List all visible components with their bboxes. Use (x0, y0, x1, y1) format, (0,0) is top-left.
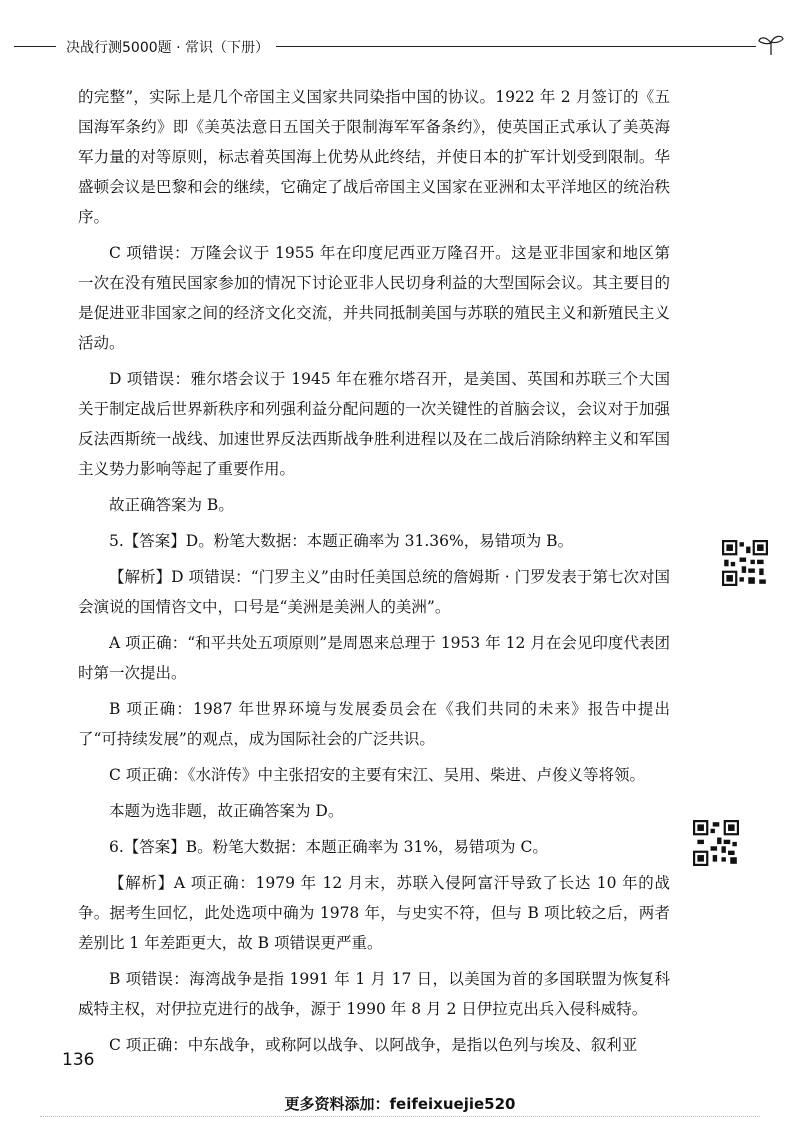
footer-divider (40, 1116, 760, 1117)
page-number: 136 (62, 1050, 95, 1070)
running-header (14, 33, 786, 59)
analysis-5: 【解析】D 项错误：“门罗主义”由时任美国总统的詹姆斯 · 门罗发表于第七次对国会演说的国情咨文中，口号是“美洲是美洲人的美洲”。 (78, 568, 670, 616)
answer-5: 5.【答案】D。粉笔大数据：本题正确率为 31.36%，易错项为 B。 (109, 532, 574, 550)
book-title: 决战行测5000题 · 常识（下册） (66, 40, 269, 56)
header-rule-right (276, 46, 756, 47)
footer-promo-text: 更多资料添加：feifeixuejie520 (284, 1095, 516, 1113)
page-body (78, 82, 670, 1066)
analysis-6-option-b: B 项错误：海湾战争是指 1991 年 1 月 17 日，以美国为首的多国联盟为恢复科威特主权，对伊拉克进行的战争，源于 1990 年 8 月 2 日伊拉克出兵入侵科威特。 (78, 970, 670, 1018)
analysis-6: 【解析】A 项正确：1979 年 12 月末，苏联入侵阿富汗导致了长达 10 年的战争。据考生回忆，此处选项中确为 1978 年，与史实不符，但与 B 项比较之后，两者差别比 1 年差距更大，故 B 项错误更严重。 (78, 874, 670, 952)
header-rule-left (14, 46, 56, 47)
analysis-5-option-c: C 项正确：《水浒传》中主张招安的主要有宋江、吴用、柴进、卢俊义等将领。 (109, 766, 646, 784)
paragraph-conclusion: 故正确答案为 B。 (109, 496, 234, 514)
qr-code-question-6[interactable] (693, 820, 739, 866)
qr-code-question-5[interactable] (722, 540, 768, 586)
paragraph-option-c: C 项错误：万隆会议于 1955 年在印度尼西亚万隆召开。这是亚非国家和地区第一次在没有殖民国家参加的情况下讨论亚非人民切身利益的大型国际会议。其主要目的是促进亚非国家之间的经济文化交流，并共同抵制美国与苏联的殖民主义和新殖民主义活动。 (78, 244, 670, 352)
analysis-5-conclusion: 本题为选非题，故正确答案为 D。 (109, 802, 344, 820)
paragraph-option-d: D 项错误：雅尔塔会议于 1945 年在雅尔塔召开，是美国、英国和苏联三个大国关于制定战后世界新秩序和列强利益分配问题的一次关键性的首脑会议，会议对于加强反法西斯统一战线、加速世界反法西斯战争胜利进程以及在二战后消除纳粹主义和军国主义势力影响等起了重要作用。 (78, 370, 670, 478)
sprout-icon (756, 33, 786, 57)
analysis-5-option-b: B 项正确：1987 年世界环境与发展委员会在《我们共同的未来》报告中提出了“可持续发展”的观点，成为国际社会的广泛共识。 (78, 700, 670, 748)
analysis-5-option-a: A 项正确：“和平共处五项原则”是周恩来总理于 1953 年 12 月在会见印度代表团时第一次提出。 (78, 634, 670, 682)
answer-6: 6.【答案】B。粉笔大数据：本题正确率为 31%，易错项为 C。 (109, 838, 548, 856)
paragraph-continuation: 的完整”，实际上是几个帝国主义国家共同染指中国的协议。1922 年 2 月签订的《五国海军条约》即《美英法意日五国关于限制海军军备条约》，使英国正式承认了美英海军力量的对等原则，标志着英国海上优势从此终结，并使日本的扩军计划受到限制。华盛顿会议是巴黎和会的继续，它确定了战后帝国主义国家在亚洲和太平洋地区的统治秩序。 (78, 88, 670, 226)
analysis-6-option-c: C 项正确：中东战争，或称阿以战争、以阿战争，是指以色列与埃及、叙利亚 (109, 1036, 638, 1054)
